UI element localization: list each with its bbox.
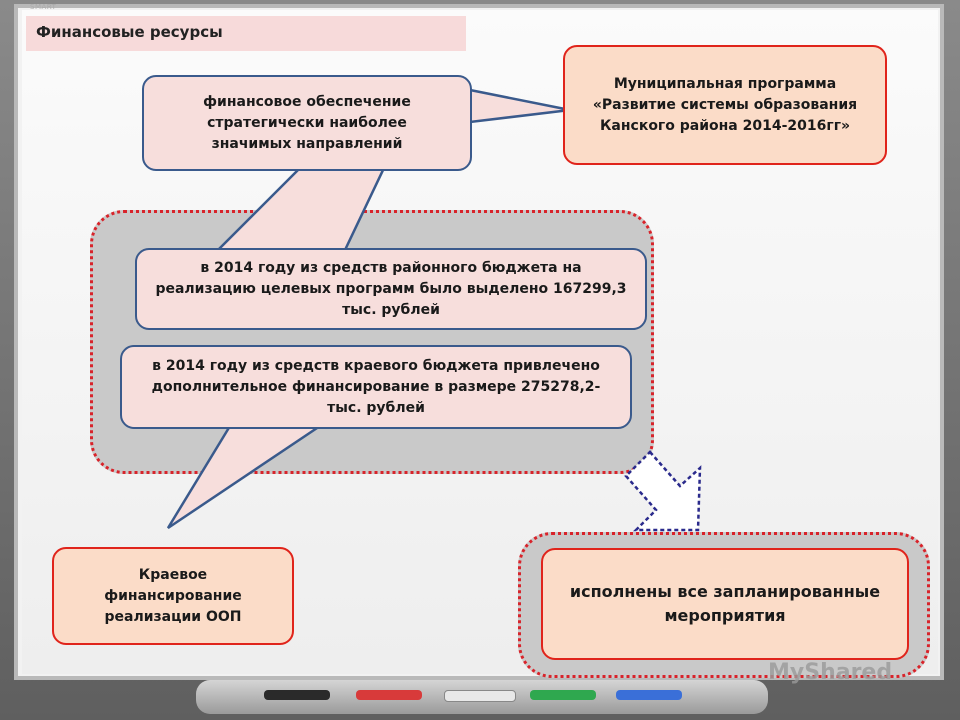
result-box <box>541 548 909 660</box>
red-pen <box>356 690 422 700</box>
eraser <box>444 690 516 702</box>
strategic-callout <box>142 75 472 171</box>
callout-tail-right <box>470 90 570 122</box>
blue-pen <box>616 690 682 700</box>
regional-funding-box <box>52 547 294 645</box>
strategic-callout-text: финансовое обеспечение стратегически наиболее значимых направлений <box>203 93 411 152</box>
page-title: Финансовые ресурсы <box>26 16 466 51</box>
district-budget-text: в 2014 году из средств районного бюджета на реализацию целевых программ было выделено 167299,3 тыс. рублей <box>155 259 627 318</box>
callout-tail-down <box>218 168 384 250</box>
program-box-text: Муниципальная программа «Развитие системы образования Канского района 2014-2016гг» <box>592 75 858 134</box>
result-box-text: исполнены все запланированные мероприятия <box>569 582 881 625</box>
regional-funding-text: Краевое финансирование реализации ООП <box>104 566 242 625</box>
regional-budget-box <box>120 345 632 429</box>
regional-budget-text: в 2014 году из средств краевого бюджета привлечено дополнительное финансирование в размере 275278,2- тыс. рублей <box>151 357 601 416</box>
program-box <box>563 45 887 165</box>
down-arrow-icon <box>626 452 700 530</box>
green-pen <box>530 690 596 700</box>
regional-tail <box>168 426 320 528</box>
watermark: MyShared <box>768 660 893 685</box>
brand-label: SMART <box>30 3 57 11</box>
black-pen <box>264 690 330 700</box>
district-budget-box <box>135 248 647 330</box>
